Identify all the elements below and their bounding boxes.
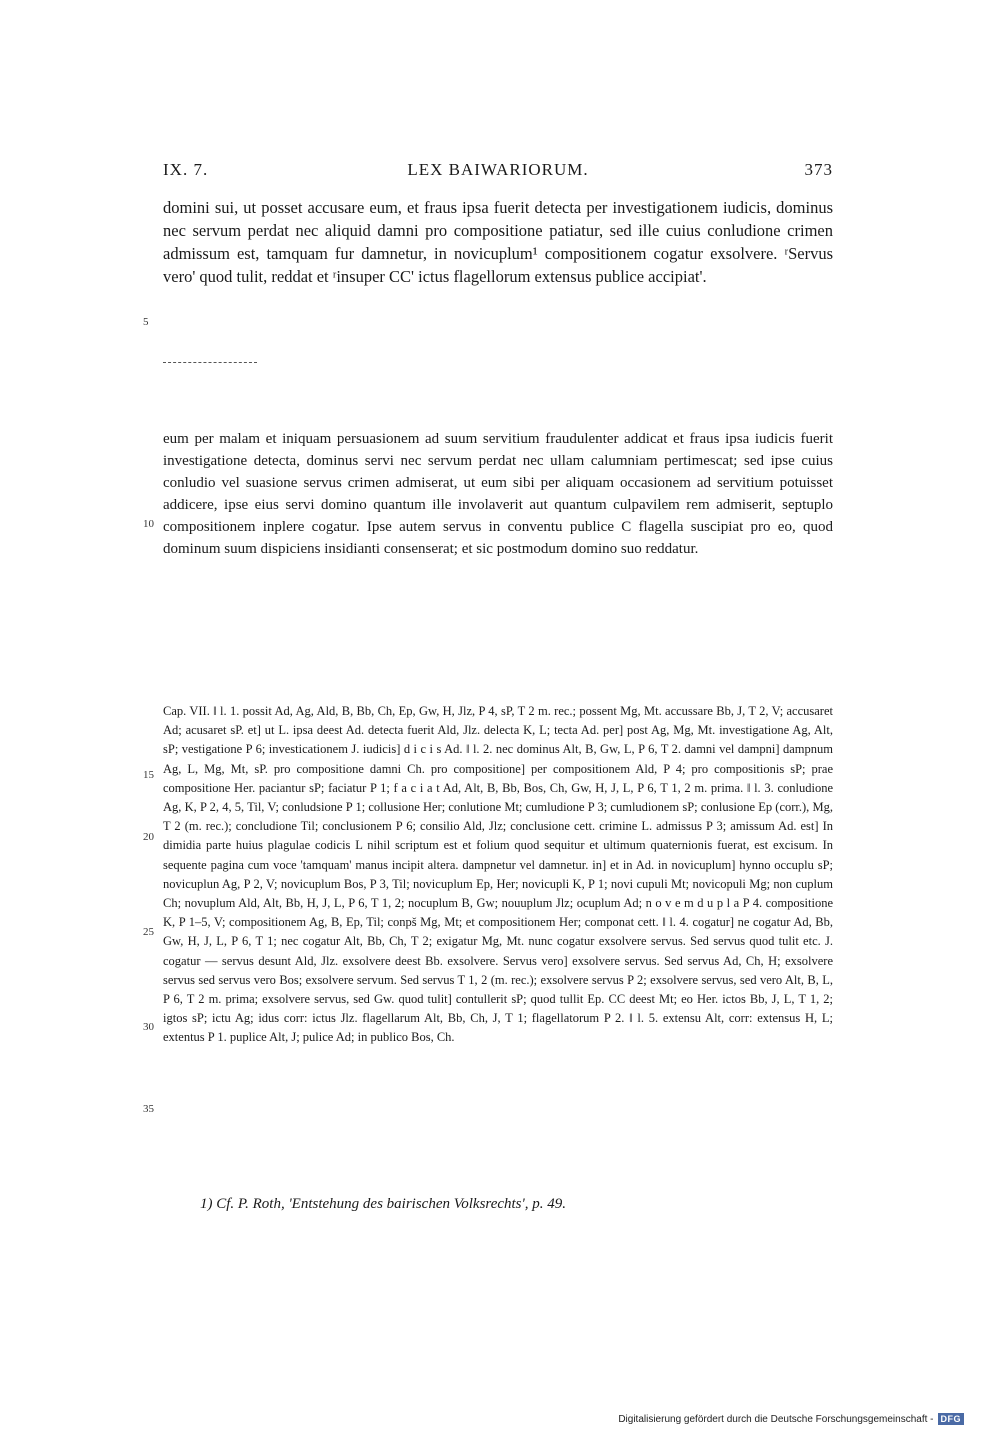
main-text: domini sui, ut posset accusare eum, et fraus ipsa fuerit detecta per investigationem iudicis, dominus nec servum perdat nec aliquid damni pro compositione patiatur, sed ille cuius conludione crimen admissum est, tamquam fur damnetur, in novicuplum¹ compositionem cogatur exsolvere. ʳServus vero' quod tulit, reddat et ʳinsuper CC' ictus flagellorum extensus publice accipiat'. (163, 198, 833, 286)
line-number: 10 (143, 518, 154, 530)
page-title: LEX BAIWARIORUM. (407, 160, 589, 179)
line-number: 30 (143, 1021, 154, 1033)
section-divider (163, 362, 257, 363)
chapter-reference: IX. 7. (163, 160, 209, 179)
line-number: 5 (143, 316, 149, 328)
footnote: 1) Cf. P. Roth, 'Entstehung des bairischen Volksrechts', p. 49. (200, 1196, 566, 1212)
funding-note: Digitalisierung gefördert durch die Deutsche Forschungsgemeinschaft - (618, 1413, 934, 1425)
critical-apparatus (163, 702, 833, 1048)
apparatus-text: Cap. VII. ‖ l. 1. possit Ad, Ag, Ald, B, Bb, Ch, Ep, Gw, H, Jlz, P 4, sP, T 2 m. rec.; possent Mg, Mt. accussare Bb, J, T 2, V; accusaret Ad; acusaret sP. et] ut L. ipsa deest Ad. detecta fuerit Ald, Jlz. delecta K, L; tecta Ad. per] post Ag, Mg, Mt. investigatione Ag, Alt, sP; vestigatione P 6; investicationem J. iudicis] d i c i s Ad. ‖ l. 2. nec dominus Alt, B, Gw, L, P 6, T 2. damni vel dampni] dampnum Ag, L, Mg, Mt, sP. pro compositione damni Ch. pro compositione] per compositionem Ald, P 4; pro compositionis sP; prae compositione Her. paciantur sP; faciatur P 1; f a c i a t Ad, Alt, B, Bb, Bos, Ch, Gw, H, J, L, P 6, T 1, 2 m. prima. ‖ l. 3. conludione Ag, K, P 2, 4, 5, Til, V; conludsione P 1; collusione Her; conlutione Mt; cumludione P 3; cumludionem sP; conlusione Ep (corr.), Mg, T 2 (m. rec.); concludione Til; conclusionem P 6; consilio Ald, Jlz; conclusione cett. crimine L. admissus P 3; amissum Ad. est] In dimidia parte huius plagulae codicis L nihil scriptum est et folium quod sequitur et ultimum quaternionis fuerat, est excisum. In sequente pagina cum voce 'tamquam' manus incipit altera. dampnetur vel damnetur. in] et in Ad. in novicuplum] hynno occuplu sP; novicuplun Ag, P 2, V; novicuplum Bos, P 3, Til; novicuplum Ep, Her; novicupli K, P 1; novi cupuli Mt; novicopuli Mg; non cuplum Ch; novuplum Ald, Alt, Bb, H, J, L, P 6, T 1, 2; nocuplum B, Gw; nouuplum Jlz; ocuplum Ad; n o v e m d u p l a P 4. compositione K, P 1–5, V; compositionem Ag, B, Ep, Til; conpš Mg, Mt; et compositionem Her; componat cett. ‖ l. 4. cogatur] ne cogatur Ad, Bb, Gw, H, J, L, P 6, T 1; nec cogatur Alt, Bb, Ch, T 2; exigatur Mg, Mt. nunc cogatur exsolvere servus. Sed servus quod tulit etc. J. cogatur — servus desunt Ald, Jlz. exsolvere deest Bb. exsolvere. Servus vero] exsolvere servus. Sed servus Ad, Ch, H; exsolvere servus sed servus vero Bos; exsolvere servum. Sed servus T 1, 2 (m. rec.); exsolvere servus P 2; exsolvere servus, sed vero Alt, B, L, P 6, T 2 m. prima; exsolvere servus, sed Gw. quod tulit] contullerit sP; quod tullit Ep. CC deest Mt; eo Her. ictos Bb, J, L, T 1, 2; igtos sP; ictu Ag; idus corr: ictus Jlz. flagellarum Alt, Bb, Ch, J, T 1; flagellatorum P 2. ‖ l. 5. extensu Alt, corr: extensus H, L; extentus P 1. puplice Alt, J; pulice Ad; in publico Bos, Ch. (163, 704, 833, 1045)
line-number: 25 (143, 926, 154, 938)
main-text-block (163, 196, 833, 288)
parallel-text: eum per malam et iniquam persuasionem ad suum servitium fraudulenter addicat et fraus ipsa iudicis fuerit investigatione detecta, dominus servi nec servum perdat nec ullam calumniam pertimescat; sed ipse cuius conludio vel suasione servus crimen admiserat, ut eum sibi per aliquam occasionem ad servitium potuisset addicere, ipse eius servi domino quantum ille involaverit aut quantum culpavilem rem admiserit, septuplo compositionem inplere cogatur. Ipse autem servus in conventu publice C flagella suscipiat pro eo, quod dominum suum dispiciens insidianti consenserat; et sic postmodum domino suo reddatur. (163, 431, 833, 557)
line-number: 15 (143, 769, 154, 781)
line-number: 20 (143, 831, 154, 843)
footer (618, 1413, 964, 1425)
dfg-logo-icon: DFG (938, 1413, 965, 1425)
parallel-text-block (163, 428, 833, 560)
line-number: 35 (143, 1103, 154, 1115)
page-number: 373 (804, 160, 833, 179)
running-header (163, 160, 833, 182)
